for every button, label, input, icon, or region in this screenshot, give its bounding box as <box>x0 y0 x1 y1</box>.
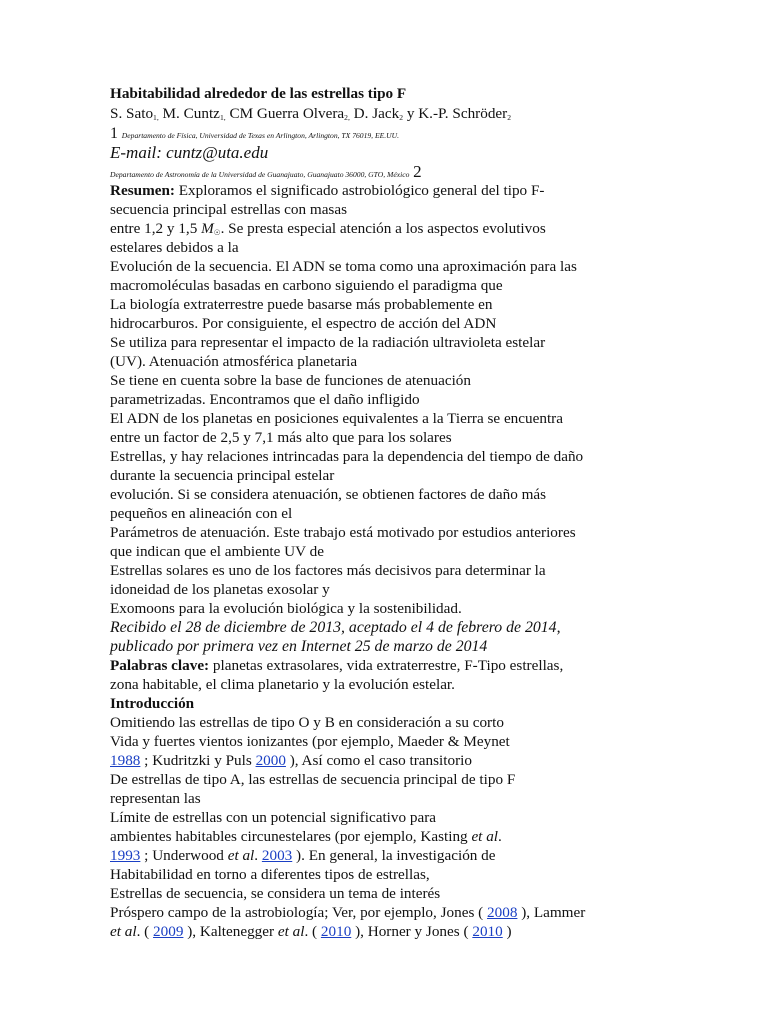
intro-text: ), Kaltenegger <box>183 923 278 940</box>
author-superscript: 1, <box>153 113 159 122</box>
abstract-line: que indican que el ambiente UV de <box>110 543 324 560</box>
keywords-label: Palabras clave: <box>110 657 210 674</box>
intro-line <box>110 904 585 922</box>
abstract-line: durante la secuencia principal estelar <box>110 467 335 484</box>
citation-link[interactable]: 2010 <box>472 923 503 940</box>
abstract-line: Estrellas, y hay relaciones intrincadas para la dependencia del tiempo de daño <box>110 448 584 465</box>
section-heading-introduccion: Introducción <box>110 695 195 712</box>
abstract-text: Exploramos el significado astrobiológico general del tipo F- <box>178 182 545 199</box>
author-line <box>110 105 511 127</box>
citation-link[interactable]: 2000 <box>255 752 286 769</box>
intro-text: ) <box>502 923 512 940</box>
intro-line <box>110 752 472 770</box>
abstract-line: parametrizadas. Encontramos que el daño infligido <box>110 391 420 408</box>
intro-italic: et al <box>227 847 255 864</box>
affiliation-text: Departamento de Astronomía de la Universidad de Guanajuato, Guanajuato 36000, GTO, México <box>110 170 410 179</box>
abstract-line: estelares debidos a la <box>110 239 239 256</box>
intro-text: ; Underwood <box>140 847 224 864</box>
keywords-line: zona habitable, el clima planetario y la evolución estelar. <box>110 676 455 693</box>
intro-line <box>110 923 512 941</box>
citation-link[interactable]: 2008 <box>487 904 518 921</box>
intro-italic: et al <box>471 828 499 845</box>
citation-link[interactable]: 1988 <box>110 752 141 769</box>
abstract-line: Exomoons para la evolución biológica y la sostenibilidad. <box>110 600 462 617</box>
abstract-line: El ADN de los planetas en posiciones equivalentes a la Tierra se encuentra <box>110 410 563 427</box>
author-name: CM Guerra Olvera <box>229 105 345 122</box>
email: E-mail: cuntz@uta.edu <box>110 143 269 162</box>
author-name: S. Sato <box>110 105 154 122</box>
intro-text: ), Así como el caso transitorio <box>285 752 472 769</box>
intro-text: . <box>254 847 262 864</box>
intro-text: ), Horner y Jones ( <box>351 923 473 940</box>
intro-text: ambientes habitables circunestelares (por ejemplo, Kasting <box>110 828 468 845</box>
affiliation-2-line <box>110 163 422 184</box>
intro-line: De estrellas de tipo A, las estrellas de secuencia principal de tipo F <box>110 771 516 788</box>
affiliation-text: Departamento de Física, Universidad de Texas en Arlington, Arlington, TX 76019, EE.UU. <box>121 131 400 140</box>
author-name: D. Jack <box>353 105 400 122</box>
intro-line: Habitabilidad en torno a diferentes tipos de estrellas, <box>110 866 430 883</box>
abstract-line: macromoléculas basadas en carbono siguiendo el paradigma que <box>110 277 503 294</box>
abstract-text: . Se presta especial atención a los aspectos evolutivos <box>220 220 546 237</box>
abstract-line: (UV). Atenuación atmosférica planetaria <box>110 353 358 370</box>
intro-line: Estrellas de secuencia, se considera un tema de interés <box>110 885 441 902</box>
abstract-line <box>110 182 544 200</box>
author-name: y K.-P. Schröder <box>406 105 508 122</box>
intro-italic: et al <box>110 923 137 940</box>
abstract-line: Parámetros de atenuación. Este trabajo está motivado por estudios anteriores <box>110 524 576 541</box>
intro-line <box>110 828 502 846</box>
abstract-line: La biología extraterrestre puede basarse más probablemente en <box>110 296 493 313</box>
abstract-line: evolución. Si se considera atenuación, se obtienen factores de daño más <box>110 486 547 503</box>
citation-link[interactable]: 1993 <box>110 847 141 864</box>
intro-line: Vida y fuertes vientos ionizantes (por ejemplo, Maeder & Meynet <box>110 733 510 750</box>
author-name: M. Cuntz <box>162 105 220 122</box>
abstract-line: idoneidad de los planetas exosolar y <box>110 581 330 598</box>
intro-text: Próspero campo de la astrobiología; Ver, por ejemplo, Jones ( <box>110 904 488 921</box>
intro-line: representan las <box>110 790 201 807</box>
intro-text: . ( <box>304 923 321 940</box>
mass-symbol: M <box>201 220 214 237</box>
intro-line: Límite de estrellas con un potencial significativo para <box>110 809 436 826</box>
citation-link[interactable]: 2009 <box>153 923 184 940</box>
abstract-line: pequeños en alineación con el <box>110 505 293 522</box>
abstract-label: Resumen: <box>110 182 175 199</box>
intro-text: ), Lammer <box>517 904 586 921</box>
abstract-line: entre un factor de 2,5 y 7,1 más alto que para los solares <box>110 429 452 446</box>
intro-italic: et al <box>277 923 305 940</box>
intro-text: ). En general, la investigación de <box>292 847 496 864</box>
abstract-line: Evolución de la secuencia. El ADN se toma como una aproximación para las <box>110 258 577 275</box>
author-superscript: 2, <box>344 113 350 122</box>
citation-link[interactable]: 2003 <box>261 847 293 864</box>
abstract-line: Se utiliza para representar el impacto de la radiación ultravioleta estelar <box>110 334 546 351</box>
sun-symbol: ☉ <box>213 228 221 237</box>
abstract-line: Estrellas solares es uno de los factores más decisivos para determinar la <box>110 562 546 579</box>
keywords-line <box>110 657 563 675</box>
affiliation-number: 1 <box>110 125 118 142</box>
author-superscript: 2 <box>399 113 404 122</box>
received-line: publicado por primera vez en Internet 25 de marzo de 2014 <box>110 638 488 655</box>
intro-line: Omitiendo las estrellas de tipo O y B en consideración a su corto <box>110 714 504 731</box>
abstract-line: Se tiene en cuenta sobre la base de funciones de atenuación <box>110 372 471 389</box>
keywords-text: planetas extrasolares, vida extraterrestre, F-Tipo estrellas, <box>212 657 564 674</box>
abstract-line: hidrocarburos. Por consiguiente, el espectro de acción del ADN <box>110 315 497 332</box>
citation-link[interactable]: 2010 <box>320 923 352 940</box>
intro-text: ; Kudritzki y Puls <box>140 752 256 769</box>
affiliation-number: 2 <box>413 162 422 181</box>
article-title: Habitabilidad alrededor de las estrellas tipo F <box>110 85 407 102</box>
affiliation-1-line <box>110 125 399 145</box>
author-superscript: 1, <box>219 113 226 122</box>
intro-line <box>110 847 496 865</box>
author-superscript: 2 <box>507 113 512 122</box>
intro-text: . ( <box>136 923 154 940</box>
abstract-text: entre 1,2 y 1,5 <box>110 220 198 237</box>
intro-text: . <box>498 828 502 845</box>
abstract-line: secuencia principal estrellas con masas <box>110 201 347 218</box>
received-line: Recibido el 28 de diciembre de 2013, aceptado el 4 de febrero de 2014, <box>110 619 561 636</box>
